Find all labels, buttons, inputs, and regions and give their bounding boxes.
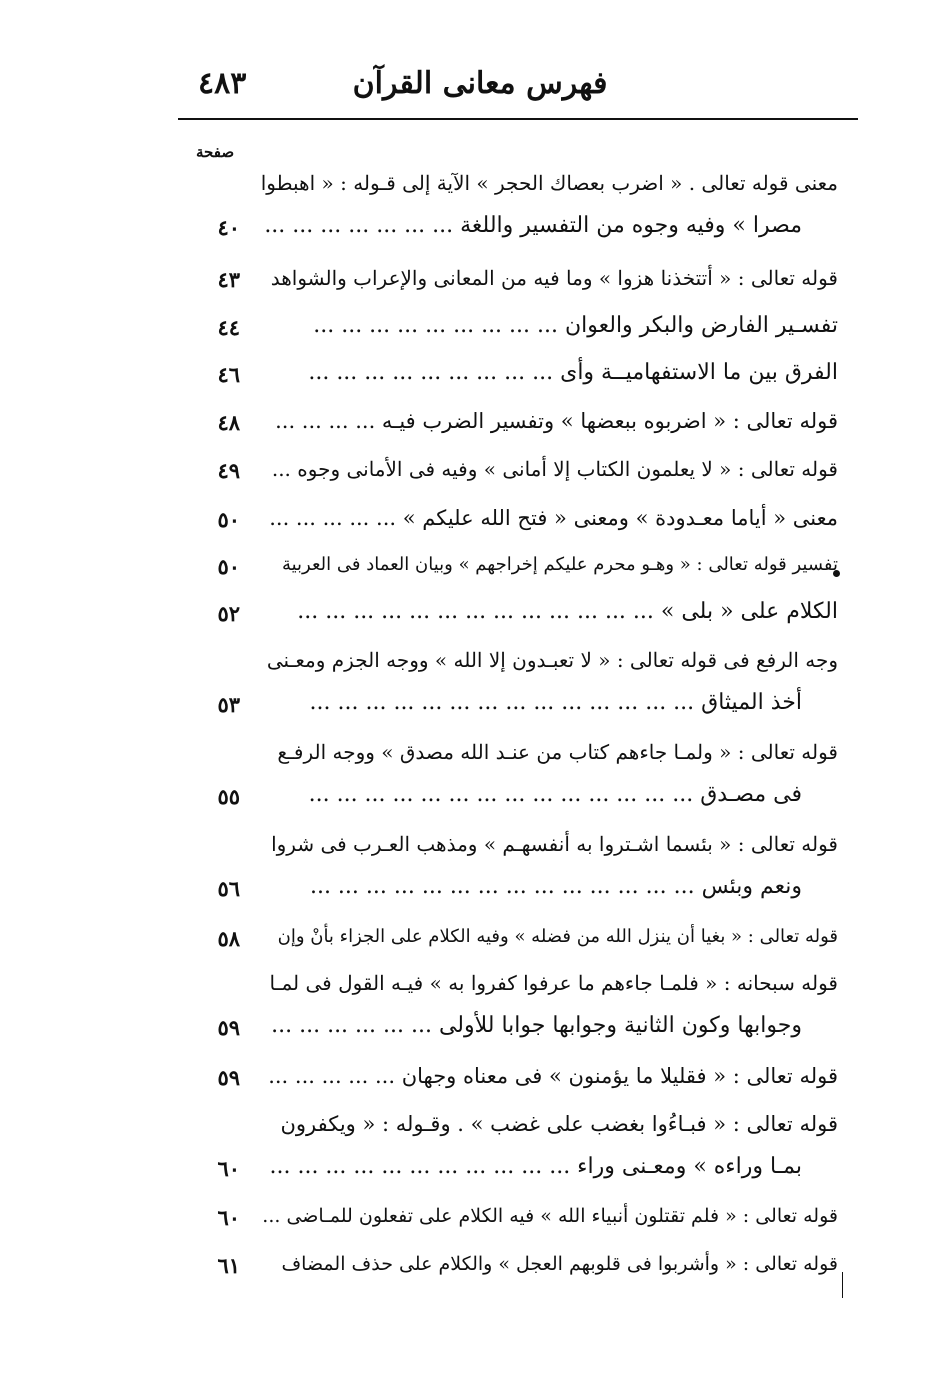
page-reference: ٦٠ <box>217 1205 240 1230</box>
index-entry-line: قوله تعالى : « بئسما اشـتروا به أنفسهـم » ومذهب العـرب فى شروا <box>271 832 838 856</box>
index-entry-line: قوله تعالى : « لا يعلمون الكتاب إلا أمانى » وفيه فى الأمانى وجوه ... <box>271 457 838 481</box>
index-entry-line: فى مصـدق ... ... ... ... ... ... ... ... ... ... ... ... ... ... <box>308 782 802 807</box>
index-entry-line: قوله تعالى : « فبـاءُوا بغضب على غضب » . وقـوله : « ويكفرون <box>280 1112 838 1136</box>
page-reference: ٤٩ <box>217 458 240 483</box>
page-reference: ٥٩ <box>217 1065 240 1090</box>
index-entry-line: معنى قوله تعالى . « اضرب بعصاك الحجر » الآية إلى قـوله : « اهبطوا <box>260 171 838 195</box>
page-reference: ٥٦ <box>217 876 240 901</box>
index-entry-line: قوله تعالى : « أتتخذنا هزوا » وما فيه من المعانى والإعراب والشواهد <box>270 266 838 290</box>
index-entry-line: قوله تعالى : « اضربوه ببعضها » وتفسير الضرب فيـه ... ... ... ... <box>275 409 838 433</box>
index-entry-line: قوله تعالى : « ولمـا جاءهم كتاب من عنـد الله مصدق » ووجه الرفـع <box>277 740 838 764</box>
page-reference: ٥٨ <box>217 926 240 951</box>
index-entry-line: قوله تعالى : « فلم تقتلون أنبياء الله » فيه الكلام على تفعلون للمـاضى ... <box>262 1205 838 1227</box>
page-reference: ٤٤ <box>217 315 240 340</box>
header-rule <box>178 118 858 120</box>
index-entry-line: مصرا » وفيه وجوه من التفسير واللغة ... ... ... ... ... ... ... <box>264 213 802 238</box>
index-entry-line: تفسـير الفارض والبكر والعوان ... ... ... ... ... ... ... ... ... <box>313 313 838 338</box>
index-entry-line: ونعم وبئس ... ... ... ... ... ... ... ... ... ... ... ... ... ... <box>309 874 802 899</box>
running-title: فهرس معانى القرآن <box>352 66 608 101</box>
index-entry-line: وجوابها وكون الثانية وجوابها جوابا للأولى ... ... ... ... ... ... <box>271 1013 802 1038</box>
page-reference: ٥٣ <box>217 692 240 717</box>
margin-mark <box>842 1272 843 1298</box>
page-reference: ٦٠ <box>217 1156 240 1181</box>
page-reference: ٤٨ <box>217 410 240 435</box>
index-entry-line: قوله سبحانه : « فلمـا جاءهم ما عرفوا كفروا به » فيـه القول فى لمـا <box>269 971 838 995</box>
index-entry-line: قوله تعالى : « بغيا أن ينزل الله من فضله » وفيه الكلام على الجزاء بأنْ وإن <box>277 926 838 947</box>
index-entry-line: بمـا وراءه » ومعـنى وراء ... ... ... ... ... ... ... ... ... ... ... <box>269 1154 802 1179</box>
page-reference: ٤٣ <box>217 267 240 292</box>
page-reference: ٥٢ <box>217 601 240 626</box>
page-reference: ٥٠ <box>217 507 240 532</box>
page-number: ٤٨٣ <box>198 66 247 101</box>
page-reference: ٥٩ <box>217 1015 240 1040</box>
index-entry-line: قوله تعالى : « وأشربوا فى قلوبهم العجل » والكلام على حذف المضاف <box>281 1253 838 1275</box>
page-reference: ٤٦ <box>217 362 240 387</box>
index-entry-line: معنى « أياما معـدودة » ومعنى « فتح الله عليكم » ... ... ... ... ... <box>269 506 838 530</box>
page-reference: ٥٥ <box>217 784 240 809</box>
index-entry-line: الفرق بين ما الاستفهاميــة وأى ... ... ... ... ... ... ... ... ... <box>308 360 838 385</box>
index-entry-line: قوله تعالى : « فقليلا ما يؤمنون » فى معناه وجهان ... ... ... ... ... <box>268 1064 838 1088</box>
index-entry-line: أخذ الميثاق ... ... ... ... ... ... ... ... ... ... ... ... ... ... <box>309 690 802 715</box>
index-entry-line: وجه الرفع فى قوله تعالى : « لا تعبـدون إلا الله » ووجه الجزم ومعـنى <box>266 648 838 672</box>
page-reference: ٤٠ <box>217 215 240 240</box>
index-entry-line: الكلام على « بلى » ... ... ... ... ... ... ... ... ... ... ... ... ... <box>297 599 838 624</box>
page-column-label: صفحة <box>196 143 235 161</box>
page-reference: ٥٠ <box>217 554 240 579</box>
index-entry-line: تفسير قوله تعالى : « وهـو محرم عليكم إخراجهم » وبيان العماد فى العربية <box>281 554 838 575</box>
page-reference: ٦١ <box>217 1253 240 1278</box>
